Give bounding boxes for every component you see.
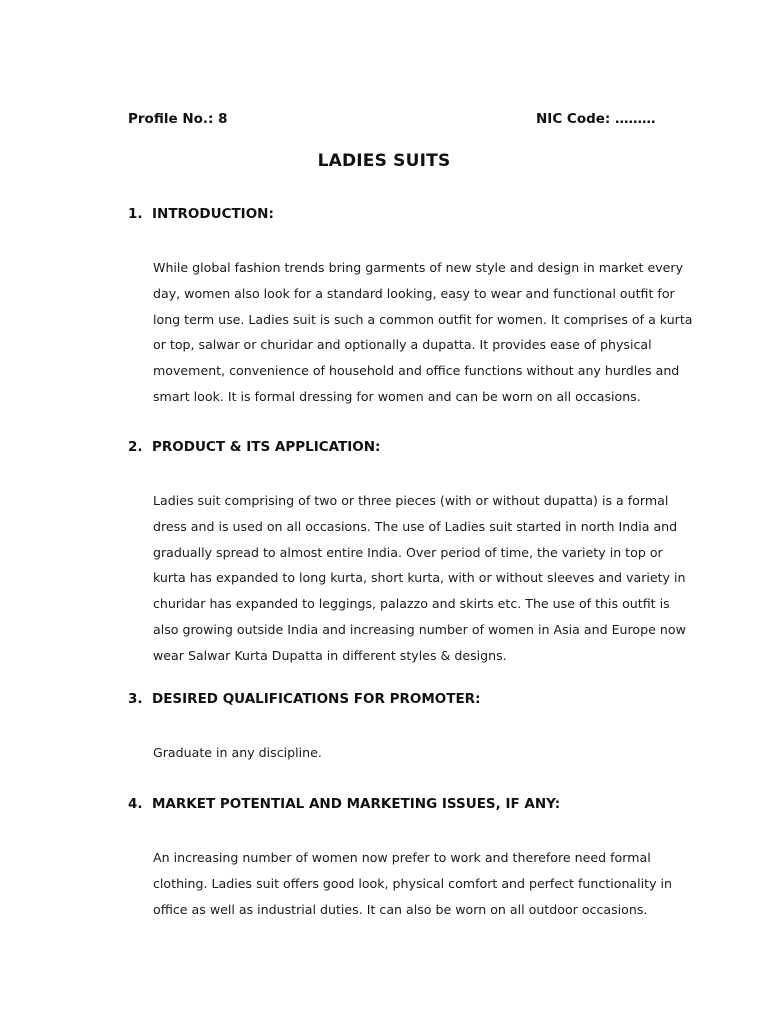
paragraph-line: long term use. Ladies suit is such a common outfit for women. It comprises of a kurta [153, 311, 693, 327]
section-heading-introduction [128, 206, 274, 222]
section-number: 2. [128, 439, 143, 455]
nic-code: NIC Code: ……… [536, 111, 656, 127]
paragraph-line: office as well as industrial duties. It can also be worn on all outdoor occasions. [153, 901, 648, 917]
paragraph-line: dress and is used on all occasions. The use of Ladies suit started in north India and [153, 518, 678, 534]
paragraph-line: Ladies suit comprising of two or three pieces (with or without dupatta) is a formal [153, 493, 669, 508]
section-title: DESIRED QUALIFICATIONS FOR PROMOTER: [152, 691, 481, 707]
paragraph-line: While global fashion trends bring garments of new style and design in market every [153, 260, 684, 275]
section-number: 3. [128, 691, 143, 707]
paragraph-line: gradually spread to almost entire India. Over period of time, the variety in top or [153, 544, 663, 560]
section-title: MARKET POTENTIAL AND MARKETING ISSUES, IF ANY: [152, 796, 561, 812]
paragraph-line: or top, salwar or churidar and optionally a dupatta. It provides ease of physical [153, 337, 652, 353]
paragraph-line: day, women also look for a standard looking, easy to wear and functional outfit for [153, 285, 675, 301]
profile-number: Profile No.: 8 [128, 111, 228, 127]
paragraph-line: churidar has expanded to leggings, palazzo and skirts etc. The use of this outfit is [153, 596, 670, 612]
section-heading-product-application [128, 439, 380, 455]
section-heading-qualifications [128, 691, 480, 707]
paragraph-line: wear Salwar Kurta Dupatta in different styles & designs. [153, 647, 507, 663]
paragraph-line: smart look. It is formal dressing for women and can be worn on all occasions. [153, 388, 641, 404]
section-number: 4. [128, 796, 143, 812]
section-number: 1. [128, 206, 143, 222]
section-body-qualifications [153, 740, 693, 766]
section-body-introduction [153, 255, 693, 410]
paragraph-line: Graduate in any discipline. [153, 745, 322, 760]
paragraph-line: clothing. Ladies suit offers good look, physical comfort and perfect functionality in [153, 875, 673, 891]
paragraph-line: kurta has expanded to long kurta, short kurta, with or without sleeves and variety in [153, 570, 686, 586]
section-body-market-potential [153, 845, 693, 922]
document-title: LADIES SUITS [317, 151, 451, 171]
paragraph-line: also growing outside India and increasing number of women in Asia and Europe now [153, 621, 686, 637]
header-row [128, 111, 668, 131]
section-heading-market-potential [128, 796, 560, 812]
paragraph-line: movement, convenience of household and office functions without any hurdles and [153, 363, 680, 379]
section-title: INTRODUCTION: [152, 206, 274, 222]
section-body-product-application [153, 488, 693, 669]
section-title: PRODUCT & ITS APPLICATION: [152, 439, 381, 455]
paragraph-line: An increasing number of women now prefer to work and therefore need formal [153, 850, 651, 865]
